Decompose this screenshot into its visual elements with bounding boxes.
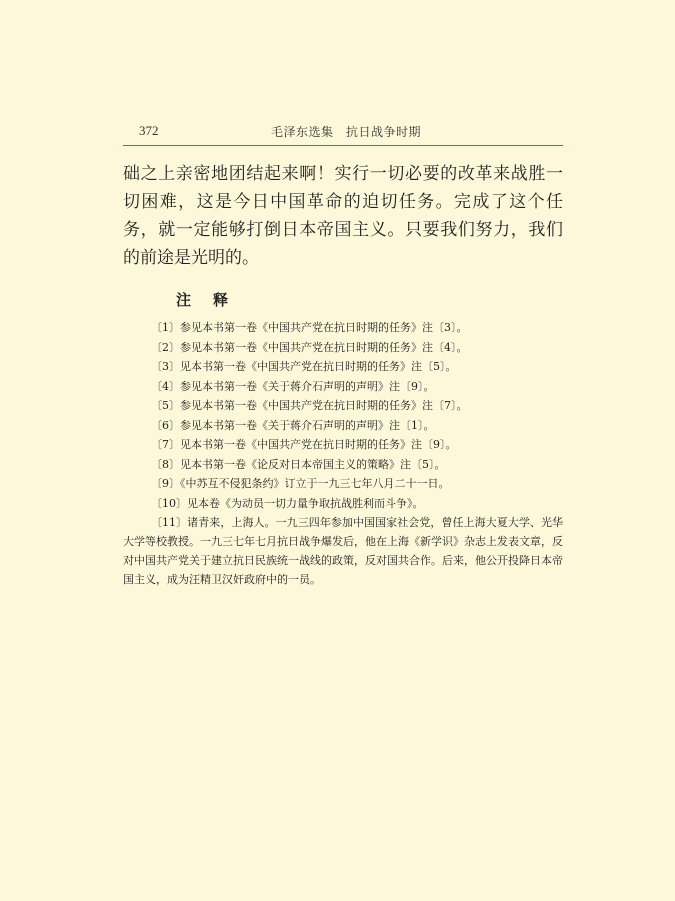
note-2: 〔2〕参见本书第一卷《中国共产党在抗日时期的任务》注〔4〕。	[151, 340, 468, 354]
body-paragraph: 础之上亲密地团结起来啊！实行一切必要的改革来战胜一切困难，这是今日中国革命的迫切任务。完成了这个任务，就一定能够打倒日本帝国主义。只要我们努力，我们的前途是光明的。	[123, 164, 563, 268]
page-header	[123, 121, 563, 146]
note-4: 〔4〕参见本书第一卷《关于蒋介石声明的声明》注〔9〕。	[151, 379, 435, 393]
running-head: 毛泽东选集 抗日战争时期	[271, 125, 422, 139]
note-8: 〔8〕见本书第一卷《论反对日本帝国主义的策略》注〔5〕。	[151, 457, 446, 471]
notes-list	[123, 318, 563, 589]
note-5: 〔5〕参见本书第一卷《中国共产党在抗日时期的任务》注〔7〕。	[151, 399, 468, 412]
note-11: 〔11〕诸青来，上海人。一九三四年参加中国国家社会党，曾任上海大夏大学、光华大学等校教授。一九三七年七月抗日战争爆发后，他在上海《新学识》杂志上发表文章，反对中国共产党关于建立抗日民族统一战线的政策，反对国共合作。后来，他公开投降日本帝国主义，成为汪精卫汉奸政府中的一员。	[123, 516, 563, 586]
notes-heading: 注释	[176, 291, 251, 309]
note-3: 〔3〕见本书第一卷《中国共产党在抗日时期的任务》注〔5〕。	[151, 360, 457, 373]
page-number: 372	[139, 123, 159, 138]
note-10: 〔10〕见本卷《为动员一切力量争取抗战胜利而斗争》。	[151, 496, 424, 510]
note-7: 〔7〕见本书第一卷《中国共产党在抗日时期的任务》注〔9〕。	[151, 438, 457, 451]
note-6: 〔6〕参见本书第一卷《关于蒋介石声明的声明》注〔1〕。	[151, 418, 435, 432]
note-1: 〔1〕参见本书第一卷《中国共产党在抗日时期的任务》注〔3〕。	[151, 321, 468, 334]
note-9: 〔9〕《中苏互不侵犯条约》订立于一九三七年八月二十一日。	[151, 477, 450, 490]
